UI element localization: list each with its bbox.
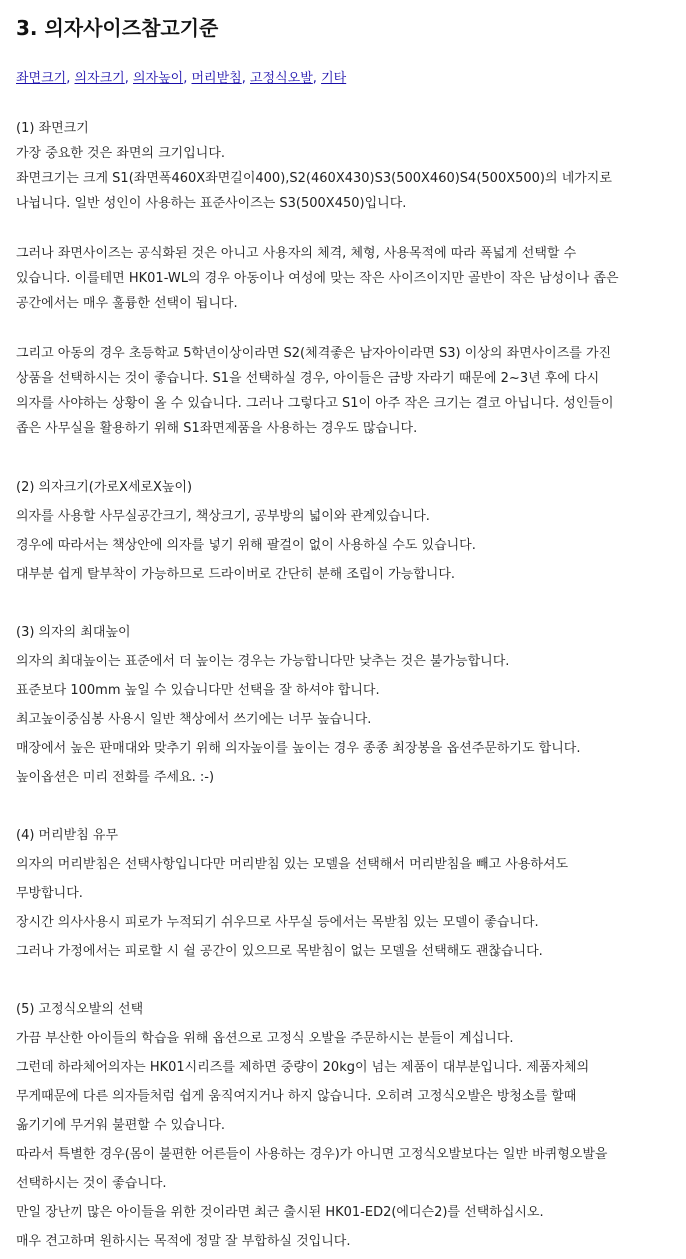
- paragraph-line: 가끔 부산한 아이들의 학습을 위해 옵션으로 고정식 오발을 주문하시는 분들이 계십니다.: [16, 1031, 514, 1046]
- paragraph-line: 무방합니다.: [16, 886, 83, 901]
- paragraph-line: 그러나 가정에서는 피로할 시 쉴 공간이 있으므로 목받침이 없는 모델을 선택해도 괜찮습니다.: [16, 944, 543, 959]
- paragraph-line: 매장에서 높은 판매대와 맞추기 위해 의자높이를 높이는 경우 종종 최장봉을 옵션주문하기도 합니다.: [16, 741, 581, 756]
- paragraph-line: 있습니다. 이를테면 HK01-WL의 경우 아동이나 여성에 맞는 작은 사이즈이지만 골반이 작은 남성이나 좁은: [16, 271, 619, 286]
- page-title: 3. 의자사이즈참고기준: [16, 16, 219, 40]
- paragraph-line: 의자를 사용할 사무실공간크기, 책상크기, 공부방의 넓이와 관계있습니다.: [16, 509, 430, 524]
- paragraph-line: 표준보다 100mm 높일 수 있습니다만 선택을 잘 하셔야 합니다.: [16, 683, 380, 698]
- paragraph-line: 매우 견고하며 원하시는 목적에 정말 잘 부합하실 것입니다.: [16, 1234, 351, 1249]
- paragraph-line: 의자의 머리받침은 선택사항입니다만 머리받침 있는 모델을 선택해서 머리받침을 빼고 사용하셔도: [16, 857, 569, 872]
- paragraph-line: 가장 중요한 것은 좌면의 크기입니다.: [16, 146, 226, 161]
- paragraph-line: 나뉩니다. 일반 성인이 사용하는 표준사이즈는 S3(500X450)입니다.: [16, 196, 407, 211]
- link-etc[interactable]: 기타: [321, 71, 347, 86]
- paragraph-line: 그리고 아동의 경우 초등학교 5학년이상이라면 S2(체격좋은 남자아이라면 S3) 이상의 좌면사이즈를 가진: [16, 346, 612, 361]
- paragraph-line: 경우에 따라서는 책상안에 의자를 넣기 위해 팔걸이 없이 사용하실 수도 있습니다.: [16, 538, 476, 553]
- paragraph-line: 최고높이중심봉 사용시 일반 책상에서 쓰기에는 너무 높습니다.: [16, 712, 372, 727]
- section-heading-headrest: (4) 머리받침 유무: [16, 828, 119, 843]
- paragraph-line: 좁은 사무실을 활용하기 위해 S1좌면제품을 사용하는 경우도 많습니다.: [16, 421, 418, 436]
- paragraph-line: 높이옵션은 미리 전화를 주세요. :-): [16, 770, 215, 785]
- paragraph-line: 좌면크기는 크게 S1(좌면폭460X좌면길이400),S2(460X430)S3(500X460)S4(500X500)의 네가지로: [16, 171, 612, 186]
- section-links: 좌면크기, 의자크기, 의자높이, 머리받침, 고정식오발, 기타: [16, 71, 347, 86]
- paragraph-line: 의자를 사야하는 상황이 올 수 있습니다. 그러나 그렇다고 S1이 아주 작은 크기는 결코 아닙니다. 성인들이: [16, 396, 614, 411]
- paragraph-line: 장시간 의사사용시 피로가 누적되기 쉬우므로 사무실 등에서는 목받침 있는 모델이 좋습니다.: [16, 915, 539, 930]
- section-heading-chair-size: (2) 의자크기(가로X세로X높이): [16, 480, 193, 495]
- link-chair-size[interactable]: 의자크기: [74, 71, 125, 86]
- paragraph-line: 만일 장난끼 많은 아이들을 위한 것이라면 최근 출시된 HK01-ED2(에디슨2)를 선택하십시오.: [16, 1205, 544, 1220]
- section-heading-fixed-base: (5) 고정식오발의 선택: [16, 1002, 144, 1017]
- link-chair-height[interactable]: 의자높이: [133, 71, 184, 86]
- paragraph-line: 상품을 선택하시는 것이 좋습니다. S1을 선택하실 경우, 아이들은 금방 자라기 때문에 2~3년 후에 다시: [16, 371, 600, 386]
- paragraph-line: 그런데 하라체어의자는 HK01시리즈를 제하면 중량이 20kg이 넘는 제품이 대부분입니다. 제품자체의: [16, 1060, 590, 1075]
- paragraph-line: 무게때문에 다른 의자들처럼 쉽게 움직여지거나 하지 않습니다. 오히려 고정식오발은 방청소를 할때: [16, 1089, 577, 1104]
- paragraph-line: 선택하시는 것이 좋습니다.: [16, 1176, 167, 1191]
- paragraph-line: 의자의 최대높이는 표준에서 더 높이는 경우는 가능합니다만 낮추는 것은 불가능합니다.: [16, 654, 510, 669]
- paragraph-line: 그러나 좌면사이즈는 공식화된 것은 아니고 사용자의 체격, 체형, 사용목적에 따라 폭넓게 선택할 수: [16, 246, 577, 261]
- link-headrest[interactable]: 머리받침: [191, 71, 242, 86]
- section-heading-chair-height: (3) 의자의 최대높이: [16, 625, 131, 640]
- paragraph-line: 옮기기에 무거워 불편할 수 있습니다.: [16, 1118, 226, 1133]
- link-seat-size[interactable]: 좌면크기: [16, 71, 67, 86]
- paragraph-line: 따라서 특별한 경우(몸이 불편한 어른들이 사용하는 경우)가 아니면 고정식오발보다는 일반 바퀴형오발을: [16, 1147, 608, 1162]
- paragraph-line: 대부분 쉽게 탈부착이 가능하므로 드라이버로 간단히 분해 조립이 가능합니다.: [16, 567, 456, 582]
- section-heading-seat-size: (1) 좌면크기: [16, 121, 89, 136]
- link-fixed-base[interactable]: 고정식오발: [250, 71, 313, 86]
- paragraph-line: 공간에서는 매우 훌륭한 선택이 됩니다.: [16, 296, 238, 311]
